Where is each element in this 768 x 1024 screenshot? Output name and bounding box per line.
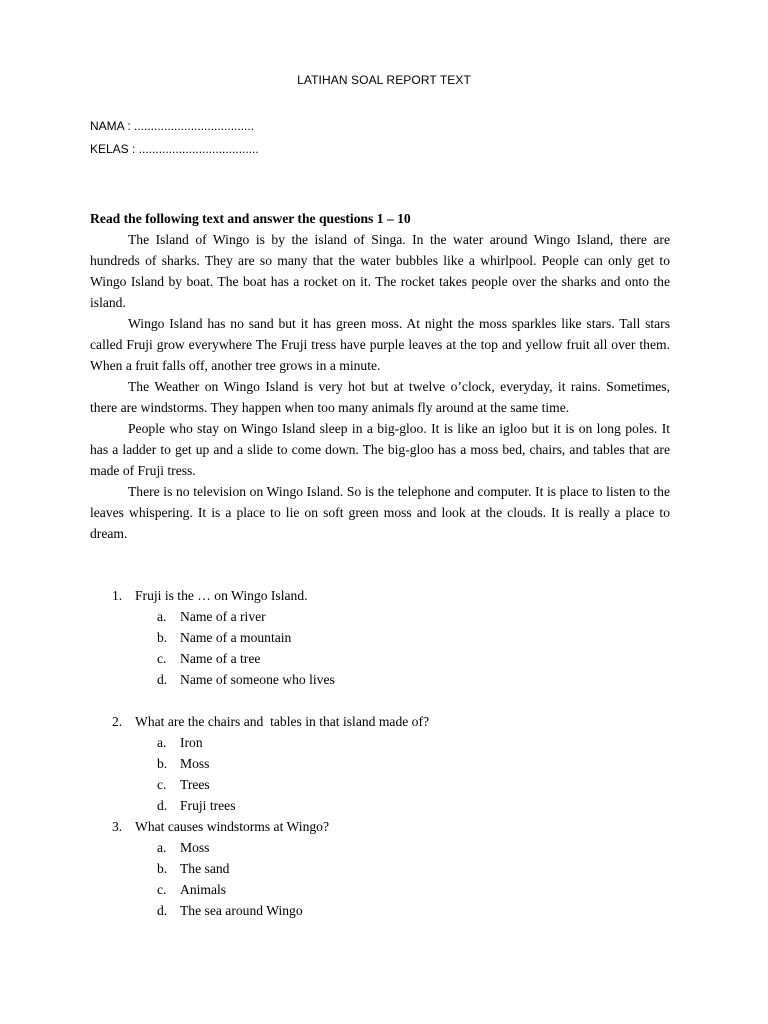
question-line — [112, 585, 672, 606]
option-text: Moss — [180, 840, 210, 855]
paragraph-1: The Island of Wingo is by the island of Singa. In the water around Wingo Island, there are hundreds of sharks. They are so many that the water bubbles like a whirlpool. People can only get to Wingo Island by boat. The boat has a rocket on it. The rocket takes people over the sharks and onto the island. — [90, 232, 670, 310]
option-text: Name of someone who lives — [180, 672, 335, 687]
question-number: 1. — [112, 588, 123, 603]
option-b — [112, 858, 672, 879]
paragraph-3: The Weather on Wingo Island is very hot but at twelve o’clock, everyday, it rains. Sometimes, there are windstorms. They happen when too many animals fly around at the same time. — [90, 379, 670, 415]
option-a — [112, 837, 672, 858]
question-2 — [112, 711, 672, 816]
option-letter: a. — [157, 609, 167, 624]
option-text: Name of a river — [180, 609, 266, 624]
option-letter: a. — [157, 735, 167, 750]
option-text: Animals — [180, 882, 227, 897]
option-letter: d. — [157, 672, 168, 687]
option-letter: d. — [157, 798, 168, 813]
option-d — [112, 900, 672, 921]
name-field: NAMA : .................................... — [90, 119, 255, 133]
option-letter: c. — [157, 882, 167, 897]
question-text: What are the chairs and tables in that island made of? — [135, 714, 430, 729]
option-d — [112, 669, 672, 690]
option-text: Name of a mountain — [180, 630, 292, 645]
instruction-heading: Read the following text and answer the questions 1 – 10 — [90, 211, 411, 226]
option-letter: b. — [157, 630, 168, 645]
option-letter: d. — [157, 903, 168, 918]
page-title: LATIHAN SOAL REPORT TEXT — [297, 73, 471, 87]
question-number: 2. — [112, 714, 123, 729]
question-line — [112, 711, 672, 732]
option-d — [112, 795, 672, 816]
option-letter: c. — [157, 651, 167, 666]
option-c — [112, 774, 672, 795]
option-text: The sand — [180, 861, 230, 876]
option-a — [112, 606, 672, 627]
paragraph-5: There is no television on Wingo Island. So is the telephone and computer. It is place to listen to the leaves whispering. It is a place to lie on soft green moss and look at the clouds. It is really a place to dream. — [90, 484, 670, 541]
reading-text — [90, 208, 670, 544]
option-a — [112, 732, 672, 753]
question-text: Fruji is the … on Wingo Island. — [135, 588, 308, 603]
question-3 — [112, 816, 672, 921]
option-letter: b. — [157, 756, 168, 771]
question-line — [112, 816, 672, 837]
option-text: Iron — [180, 735, 203, 750]
paragraph-4: People who stay on Wingo Island sleep in a big-gloo. It is like an igloo but it is on long poles. It has a ladder to get up and a slide to come down. The big-gloo has a moss bed, chairs, and tables that are made of Fruji tress. — [90, 421, 670, 478]
option-letter: b. — [157, 861, 168, 876]
option-c — [112, 879, 672, 900]
option-text: Moss — [180, 756, 210, 771]
option-text: Trees — [180, 777, 210, 792]
option-b — [112, 753, 672, 774]
option-letter: c. — [157, 777, 167, 792]
question-number: 3. — [112, 819, 123, 834]
option-text: Name of a tree — [180, 651, 261, 666]
option-c — [112, 648, 672, 669]
option-b — [112, 627, 672, 648]
option-text: Fruji trees — [180, 798, 236, 813]
option-text: The sea around Wingo — [180, 903, 303, 918]
option-letter: a. — [157, 840, 167, 855]
question-1 — [112, 585, 672, 690]
question-text: What causes windstorms at Wingo? — [135, 819, 330, 834]
class-field: KELAS : .................................... — [90, 142, 259, 156]
paragraph-2: Wingo Island has no sand but it has green moss. At night the moss sparkles like stars. Tall stars called Fruji grow everywhere The Fruji tress have purple leaves at the top and yellow fruit all over them. When a fruit falls off, another tree grows in a minute. — [90, 316, 670, 373]
